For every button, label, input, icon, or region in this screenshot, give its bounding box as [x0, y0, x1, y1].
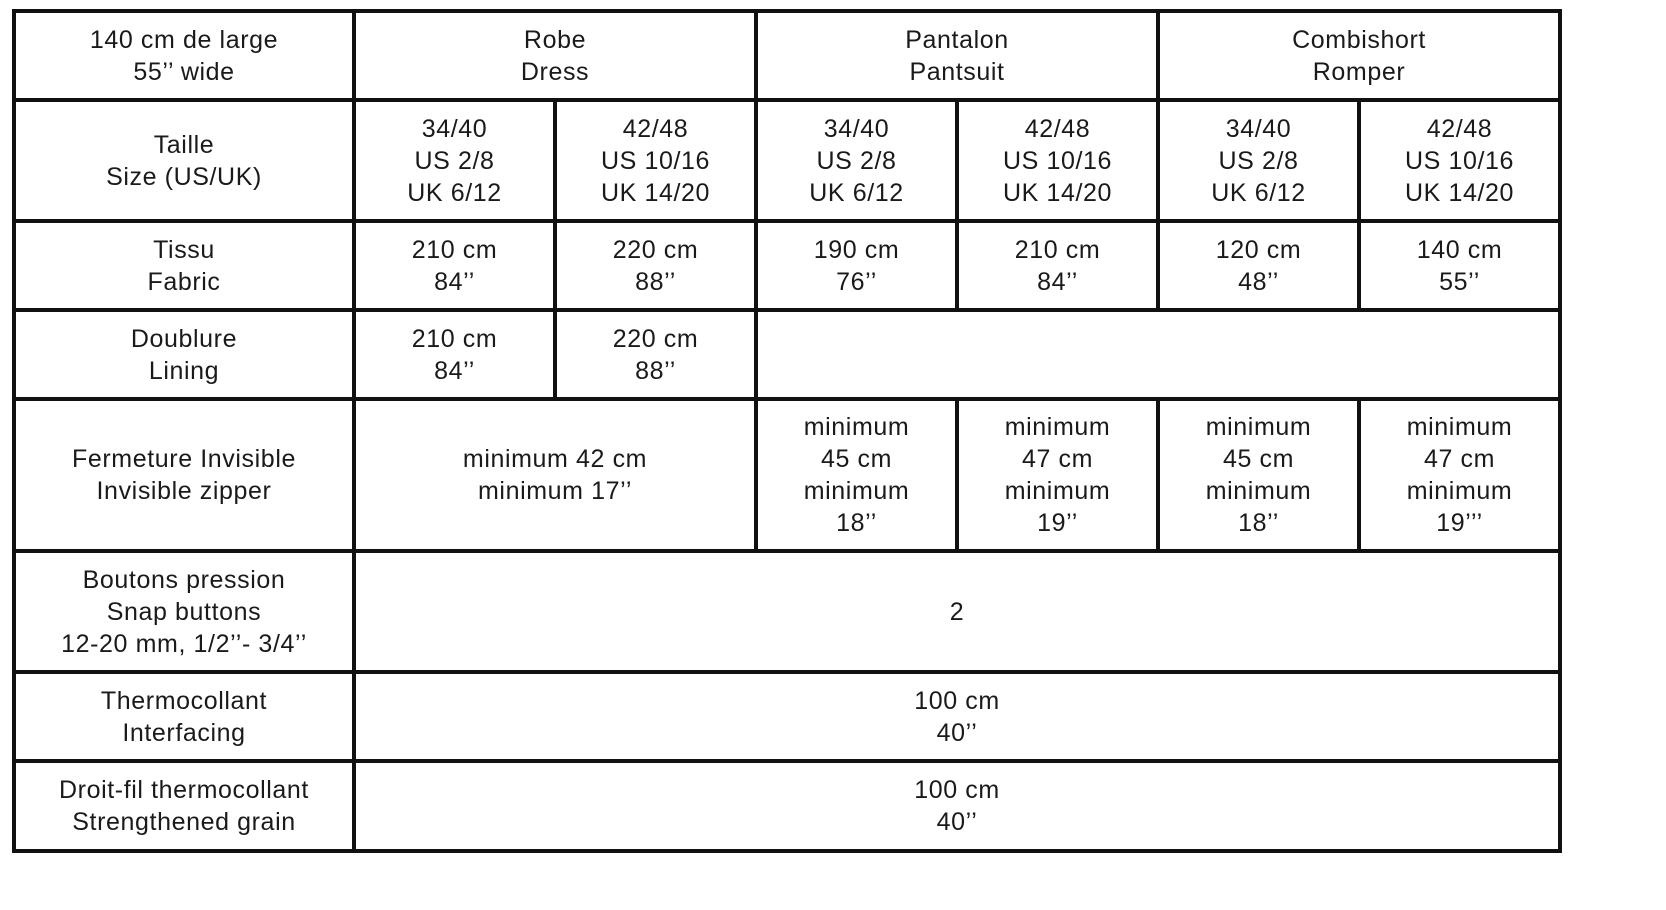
- zipper-cell: [1359, 399, 1560, 551]
- size-cell: [555, 100, 756, 221]
- cell-text-line: Thermocollant: [100, 686, 268, 715]
- cell-text-line: US 2/8: [414, 146, 495, 175]
- interfacing-row: [14, 672, 1560, 761]
- fabric-cell: [555, 221, 756, 310]
- cell-text-line: Size (US/UK): [106, 162, 262, 191]
- pantsuit-header: [756, 11, 1158, 100]
- fabric-cell: [1158, 221, 1359, 310]
- interfacing-value-cell: [354, 672, 1560, 761]
- cell-text-line: minimum: [803, 413, 910, 441]
- size-label: [14, 100, 354, 221]
- cell-text-line: 220 cm: [612, 324, 699, 353]
- fabric-row: [14, 221, 1560, 310]
- lining-row: [14, 310, 1560, 399]
- cell-text-line: Boutons pression: [82, 565, 286, 594]
- cell-text-line: US 2/8: [1218, 146, 1299, 175]
- cell-text-line: US 10/16: [1002, 146, 1113, 175]
- interfacing-label: [14, 672, 354, 761]
- cell-text-line: Robe: [523, 25, 587, 54]
- cell-text-line: Tissu: [153, 235, 215, 264]
- fabric-requirements-table: [12, 9, 1562, 853]
- cell-text-line: minimum: [1406, 413, 1513, 441]
- cell-text-line: Fermeture Invisible: [72, 445, 296, 473]
- cell-text-line: minimum 42 cm: [462, 445, 648, 473]
- romper-header: [1158, 11, 1560, 100]
- cell-text-line: Invisible zipper: [96, 477, 272, 505]
- cell-text-line: Fabric: [147, 267, 221, 296]
- cell-text-line: 40’’: [936, 718, 978, 747]
- cell-text-line: Snap buttons: [106, 597, 262, 626]
- cell-text-line: 100 cm: [914, 686, 1000, 715]
- grain-label: [14, 761, 354, 851]
- fabric-label: [14, 221, 354, 310]
- zipper-label: [14, 399, 354, 551]
- cell-text-line: minimum: [1004, 477, 1111, 505]
- cell-text-line: 140 cm: [1416, 235, 1503, 264]
- cell-text-line: 55’’: [1439, 267, 1480, 296]
- zipper-cell: [756, 399, 957, 551]
- snap-value-cell: [354, 551, 1560, 672]
- cell-text-line: minimum 17’’: [478, 477, 633, 505]
- cell-text-line: 84’’: [434, 267, 475, 296]
- cell-text-line: UK 6/12: [809, 178, 904, 207]
- lining-cell: [354, 310, 555, 399]
- lining-empty-cell: [756, 310, 1560, 399]
- cell-text-line: minimum: [803, 477, 910, 505]
- cell-text-line: UK 14/20: [600, 178, 711, 207]
- cell-text-line: US 10/16: [600, 146, 711, 175]
- header-row: [14, 11, 1560, 100]
- cell-text-line: 88’’: [635, 356, 676, 385]
- cell-text-line: UK 14/20: [1002, 178, 1113, 207]
- cell-text-line: 84’’: [434, 356, 475, 385]
- cell-text-line: 84’’: [1037, 267, 1078, 296]
- cell-text-line: 42/48: [1024, 114, 1091, 143]
- cell-text-line: Dress: [520, 57, 590, 86]
- cell-text-line: 19’’: [1037, 509, 1078, 537]
- lining-label: [14, 310, 354, 399]
- cell-text-line: 45 cm: [1222, 445, 1295, 473]
- cell-text-line: 210 cm: [1014, 235, 1101, 264]
- cell-text-line: 210 cm: [411, 235, 498, 264]
- dress-header: [354, 11, 756, 100]
- cell-text-line: minimum: [1004, 413, 1111, 441]
- cell-text-line: 120 cm: [1215, 235, 1302, 264]
- cell-text-line: Pantsuit: [909, 57, 1005, 86]
- cell-text-line: 55’’ wide: [133, 57, 235, 86]
- cell-text-line: minimum: [1205, 413, 1312, 441]
- size-cell: [957, 100, 1158, 221]
- cell-text-line: UK 14/20: [1405, 178, 1515, 207]
- lining-cell: [555, 310, 756, 399]
- cell-text-line: Lining: [148, 356, 220, 385]
- zipper-row: [14, 399, 1560, 551]
- fabric-cell: [957, 221, 1158, 310]
- cell-text-line: 100 cm: [914, 776, 1000, 804]
- cell-text-line: 18’’: [1238, 509, 1279, 537]
- cell-text-line: Droit-fil thermocollant: [59, 776, 309, 804]
- cell-text-line: 210 cm: [411, 324, 498, 353]
- cell-text-line: 190 cm: [813, 235, 900, 264]
- cell-text-line: 47 cm: [1423, 445, 1496, 473]
- cell-text-line: US 2/8: [816, 146, 897, 175]
- cell-text-line: 40’’: [936, 808, 978, 836]
- cell-text-line: minimum: [1205, 477, 1312, 505]
- zipper-cell: [957, 399, 1158, 551]
- cell-text-line: Strengthened grain: [72, 808, 296, 836]
- cell-text-line: minimum: [1406, 477, 1513, 505]
- fabric-cell: [354, 221, 555, 310]
- cell-text-line: 42/48: [622, 114, 689, 143]
- grain-value-cell: [354, 761, 1560, 851]
- zipper-cell: [1158, 399, 1359, 551]
- cell-text-line: 47 cm: [1021, 445, 1094, 473]
- grain-row: [14, 761, 1560, 851]
- cell-text-line: 45 cm: [820, 445, 893, 473]
- cell-text-line: 2: [949, 597, 965, 626]
- cell-text-line: 34/40: [421, 114, 488, 143]
- cell-text-line: Combishort: [1292, 25, 1426, 54]
- size-cell: [354, 100, 555, 221]
- zipper-dress-cell: [354, 399, 756, 551]
- snap-label: [14, 551, 354, 672]
- cell-text-line: Interfacing: [122, 718, 246, 747]
- size-cell: [1158, 100, 1359, 221]
- cell-text-line: 12-20 mm, 1/2’’- 3/4’’: [61, 629, 307, 658]
- cell-text-line: 19’’’: [1436, 509, 1483, 537]
- cell-text-line: 34/40: [1225, 114, 1292, 143]
- cell-text-line: Taille: [153, 130, 215, 159]
- cell-text-line: Doublure: [130, 324, 238, 353]
- fabric-cell: [1359, 221, 1560, 310]
- cell-text-line: Romper: [1312, 57, 1406, 86]
- size-row: [14, 100, 1560, 221]
- snap-row: [14, 551, 1560, 672]
- cell-text-line: Pantalon: [905, 25, 1009, 54]
- cell-text-line: 48’’: [1238, 267, 1279, 296]
- fabric-cell: [756, 221, 957, 310]
- size-cell: [756, 100, 957, 221]
- cell-text-line: 140 cm de large: [89, 25, 279, 54]
- cell-text-line: 76’’: [836, 267, 877, 296]
- cell-text-line: 34/40: [823, 114, 890, 143]
- corner-cell: [14, 11, 354, 100]
- size-cell: [1359, 100, 1560, 221]
- cell-text-line: 42/48: [1426, 114, 1493, 143]
- cell-text-line: UK 6/12: [407, 178, 502, 207]
- cell-text-line: 220 cm: [612, 235, 699, 264]
- cell-text-line: US 10/16: [1405, 146, 1515, 175]
- cell-text-line: 18’’: [836, 509, 877, 537]
- cell-text-line: UK 6/12: [1211, 178, 1306, 207]
- cell-text-line: 88’’: [635, 267, 676, 296]
